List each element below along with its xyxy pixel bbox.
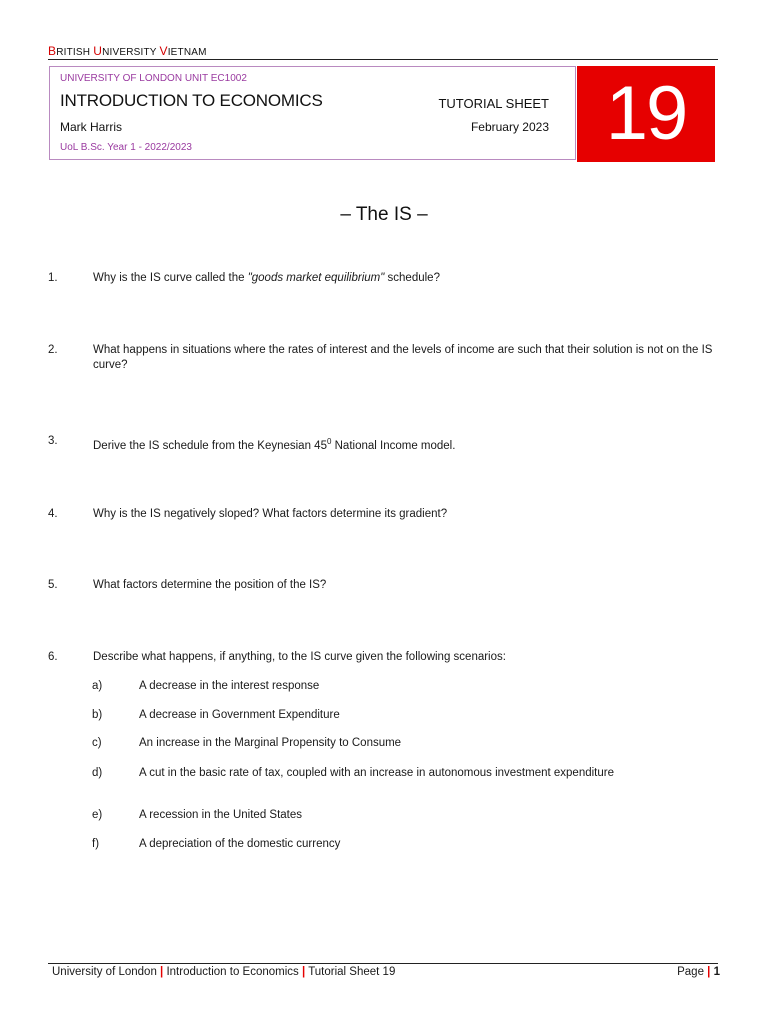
footer-text: Introduction to Economics	[163, 966, 302, 978]
brand-initial: U	[93, 44, 103, 58]
scenario-label: d)	[92, 767, 103, 779]
header-box	[49, 66, 576, 160]
question-text-part: Derive the IS schedule from the Keynesian 45	[93, 440, 327, 452]
question-quote: "goods market equilibrium"	[247, 272, 385, 284]
question-text: What factors determine the position of the IS?	[93, 579, 327, 591]
page-label: Page	[677, 966, 708, 978]
author-name: Mark Harris	[60, 120, 122, 134]
question-text-part: National Income model.	[331, 440, 456, 452]
question-number: 2.	[48, 344, 58, 356]
scenario-label: c)	[92, 737, 102, 749]
scenario-text: An increase in the Marginal Propensity to Consume	[139, 737, 402, 749]
footer-separator: |	[301, 966, 306, 978]
brand-word: IETNAM	[167, 47, 207, 58]
footer-separator: |	[707, 966, 711, 978]
footer-text: University of London	[52, 966, 161, 978]
question-text: Why is the IS negatively sloped? What factors determine its gradient?	[93, 508, 448, 520]
brand-divider	[48, 59, 718, 60]
brand-initial: V	[159, 44, 168, 58]
scenario-label: e)	[92, 809, 103, 821]
question-text-part: Why is the IS curve called the	[93, 272, 248, 284]
brand-word: RITISH	[56, 47, 91, 58]
brand-word: NIVERSITY	[102, 47, 157, 58]
scenario-text: A depreciation of the domestic currency	[139, 838, 341, 850]
page-number: 1	[713, 966, 720, 978]
question-text-part: schedule?	[384, 272, 440, 284]
unit-code: UNIVERSITY OF LONDON UNIT EC1002	[60, 73, 247, 84]
question-text: Describe what happens, if anything, to the IS curve given the following scenarios:	[93, 651, 506, 663]
footer-source	[52, 966, 395, 978]
scenario-text: A decrease in Government Expenditure	[139, 709, 340, 721]
question-text	[93, 434, 723, 454]
scenario-label: f)	[92, 838, 100, 850]
question-number: 4.	[48, 508, 58, 520]
footer-separator: |	[160, 966, 164, 978]
sheet-date: February 2023	[470, 120, 549, 134]
sheet-number-badge: 19	[577, 66, 715, 162]
academic-year: UoL B.Sc. Year 1 - 2022/2023	[60, 142, 192, 153]
question-text: What happens in situations where the rates of interest and the levels of income are such that their solution is not on the IS curve?	[93, 344, 713, 371]
sheet-type: TUTORIAL SHEET	[438, 96, 549, 111]
scenario-text: A cut in the basic rate of tax, coupled with an increase in autonomous investment expenditure	[139, 767, 614, 779]
brand-name	[48, 44, 207, 58]
degree-superscript: 0	[326, 437, 332, 446]
page-indicator	[677, 966, 720, 978]
scenario-label: b)	[92, 709, 103, 721]
scenario-label: a)	[92, 680, 103, 692]
question-number: 3.	[48, 435, 58, 447]
brand-initial: B	[48, 44, 57, 58]
scenario-text: A decrease in the interest response	[139, 680, 320, 692]
footer-divider	[48, 963, 718, 964]
question-number: 5.	[48, 579, 58, 591]
scenario-text: A recession in the United States	[139, 809, 303, 821]
course-title: INTRODUCTION TO ECONOMICS	[60, 91, 323, 110]
question-text	[93, 271, 723, 286]
document-title: – The IS –	[340, 204, 428, 225]
question-number: 6.	[48, 651, 58, 663]
question-number: 1.	[48, 272, 58, 284]
footer-text: Tutorial Sheet 19	[305, 966, 396, 978]
